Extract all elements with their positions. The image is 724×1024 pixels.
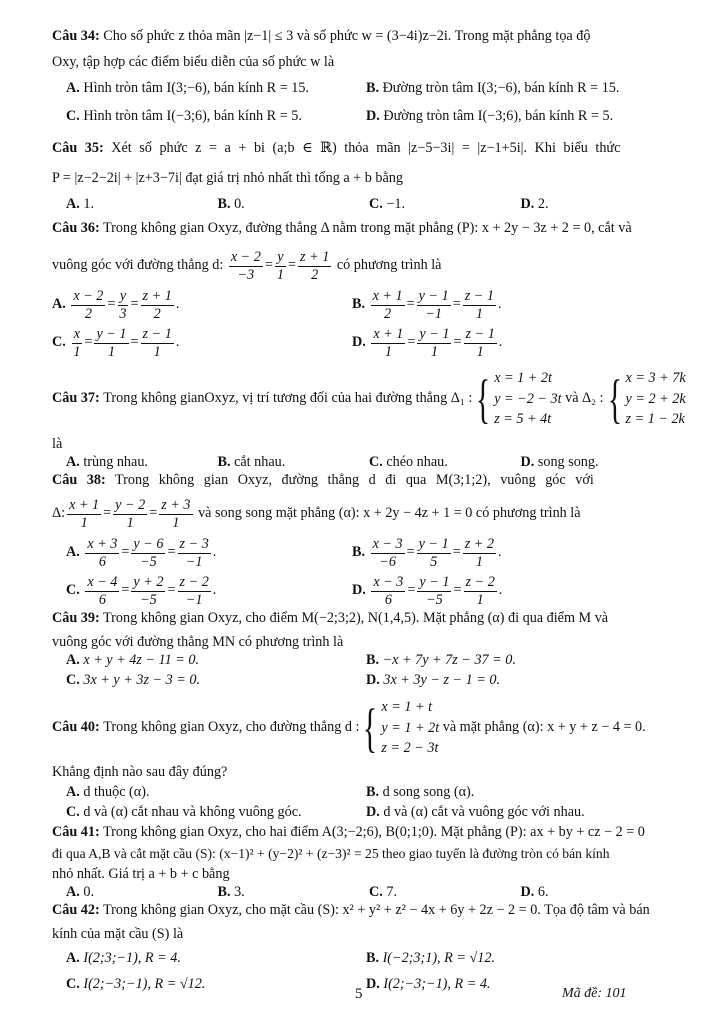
option-label: B. xyxy=(352,296,366,313)
option-label: C. xyxy=(66,108,80,124)
option-label: D. xyxy=(366,976,380,992)
option-a: 1. xyxy=(83,196,94,212)
question-text: P = |z−2−2i| + |z+3−7i| đạt giá trị nhỏ nhất thì tổng a + b bằng xyxy=(52,170,403,186)
question-text: Khẳng định nào sau đây đúng? xyxy=(52,764,228,780)
question-text: kính của mặt cầu (S) là xyxy=(52,926,184,942)
option-d: Đường tròn tâm I(−3;6), bán kính R = 5. xyxy=(383,108,614,124)
option-label: C. xyxy=(66,804,80,820)
option-b: 3. xyxy=(234,884,245,900)
option-label: C. xyxy=(66,976,80,992)
option-c: chéo nhau. xyxy=(386,454,448,470)
question-label: Câu 38: xyxy=(52,472,106,488)
option-b: I(−2;3;1), R = √12. xyxy=(382,950,495,966)
question-label: Câu 42: xyxy=(52,902,100,918)
question-text: và song song mặt phẳng (α): x + 2y − 4z + 1 = 0 có phương trình là xyxy=(198,505,581,522)
question-text: Trong không gianOxyz, vị trí tương đối của hai đường thẳng Δ₁ : xyxy=(103,390,473,407)
exam-code: Mã đề: 101 xyxy=(562,986,627,1001)
question-text: Trong không gian Oxyz, cho điểm M(−2;3;2), N(1,4,5). Mặt phẳng (α) đi qua điểm M và xyxy=(103,610,609,626)
option-c: Hình tròn tâm I(−3;6), bán kính R = 5. xyxy=(83,108,302,124)
option-d: d và (α) cắt và vuông góc với nhau. xyxy=(383,804,585,820)
question-34 xyxy=(52,28,672,138)
question-label: Câu 40: xyxy=(52,719,100,736)
equation-system: { x = 1 + t y = 1 + 2t z = 2 − 3t xyxy=(363,697,440,758)
option-label: B. xyxy=(366,950,380,966)
option-a: 0. xyxy=(83,884,94,900)
question-label: Câu 41: xyxy=(52,824,100,840)
option-c: 7. xyxy=(386,884,397,900)
option-label: A. xyxy=(52,296,66,313)
question-text: nhỏ nhất. Giá trị a + b + c bằng xyxy=(52,866,230,882)
question-label: Câu 35: xyxy=(52,140,104,156)
option-label: D. xyxy=(520,884,535,900)
option-label: D. xyxy=(366,672,380,688)
question-41 xyxy=(52,824,672,902)
option-d: 2. xyxy=(537,196,549,212)
question-36: Câu 36: Trong không gian Oxyz, đường thẳng Δ nằm trong mặt phẳng (P): x + 2y − 3z + 2 = 0, cắt và vuông góc với đường thẳng d: $\frac{x - 2}{-3}$ = $\frac{y}{1}$ = $\frac{z + 1}{2}$ có phương trình là A. $\frac{x - 2}{2}$ = $\frac{y}{3}$ = $\frac{z + 1}{2}$ . B. $\frac{x + 1}{2}$ = $\frac{y - 1}{-1}$ = $\frac{z - 1}{1}$ . C. $\frac{x}{1}$ = $\frac{y - 1}{1}$ = $\frac{z - 1}{1}$ . D. $\frac{x + 1}{1}$ = $\frac{y - 1}{1}$ = $\frac{z - 1}{1}$ . xyxy=(52,220,632,360)
question-text: Trong không gian Oxyz, đường thẳng d đi qua M(3;1;2), vuông góc với xyxy=(115,472,594,488)
question-label: Câu 36: xyxy=(52,220,100,236)
page-number: 5 xyxy=(355,986,363,1002)
question-37 xyxy=(52,362,686,472)
option-b: 0. xyxy=(234,196,245,212)
question-39 xyxy=(52,610,672,692)
question-label: Câu 34: xyxy=(52,28,100,44)
option-b: d song song (α). xyxy=(382,784,475,800)
fraction: $\frac{y}{1}$ xyxy=(276,249,284,283)
option-label: B. xyxy=(366,784,380,800)
option-label: A. xyxy=(66,80,80,96)
option-label: A. xyxy=(66,784,80,800)
option-b: Đường tròn tâm I(3;−6), bán kính R = 15. xyxy=(382,80,620,96)
option-label: C. xyxy=(52,334,66,351)
option-label: B. xyxy=(217,884,231,900)
fraction: $\frac{z + 1}{2}$ xyxy=(300,249,330,283)
question-text: Trong không gian Oxyz, cho mặt cầu (S): x² + y² + z² − 4x + 6y + 2z − 2 = 0. Tọa độ tâm và bán xyxy=(103,902,650,918)
option-a: trùng nhau. xyxy=(83,454,148,470)
question-text: vuông góc với đường thẳng d: xyxy=(52,257,224,274)
option-label: C. xyxy=(369,454,383,470)
question-text: là xyxy=(52,436,63,452)
option-label: B. xyxy=(366,80,380,96)
question-text: Trong không gian Oxyz, cho hai điểm A(3;−2;6), B(0;1;0). Mặt phẳng (P): ax + by + cz − 2 = 0 xyxy=(103,824,645,840)
question-38: Câu 38: Trong không gian Oxyz, đường thẳng d đi qua M(3;1;2), vuông góc với Δ: $\frac{x + 1}{1}$ = $\frac{y - 2}{1}$ = $\frac{z + 3}{1}$ và song song mặt phẳng (α): x + 2y − 4z + 1 = 0 có phương trình là A. $\frac{x + 3}{6}$ = $\frac{y - 6}{-5}$ = $\frac{z - 3}{-1}$ . B. $\frac{x - 3}{-6}$ = $\frac{y - 1}{5}$ = $\frac{z + 2}{1}$ . C. $\frac{x - 4}{6}$ = $\frac{y + 2}{-5}$ = $\frac{z - 2}{-1}$ . D. $\frac{x - 3}{6}$ = $\frac{y - 1}{-5}$ = $\frac{z - 2}{1}$ . xyxy=(52,472,594,608)
option-label: D. xyxy=(520,196,535,212)
option-label: B. xyxy=(217,454,231,470)
option-a: d thuộc (α). xyxy=(83,784,150,800)
option-label: D. xyxy=(352,334,366,351)
question-text: và Δ₂ : xyxy=(565,390,604,407)
equation-system: { x = 1 + 2t y = −2 − 3t z = 5 + 4t xyxy=(476,368,562,429)
option-label: A. xyxy=(66,196,80,212)
option-b: cắt nhau. xyxy=(234,454,286,470)
option-d: song song. xyxy=(537,454,599,470)
option-label: D. xyxy=(366,804,380,820)
equation-system: { x = 3 + 7k y = 2 + 2k z = 1 − 2k xyxy=(607,368,686,429)
question-text: có phương trình là xyxy=(336,257,442,274)
option-label: D. xyxy=(366,108,380,124)
option-a: x + y + 4z − 11 = 0. xyxy=(83,652,199,668)
option-label: C. xyxy=(369,196,383,212)
question-text: Cho số phức z thỏa mãn |z−1| ≤ 3 và số phức w = (3−4i)z−2i. Trong mặt phẳng tọa độ xyxy=(103,28,591,44)
option-label: D. xyxy=(520,454,535,470)
option-d: I(2;−3;−1), R = 4. xyxy=(383,976,491,992)
option-c: d và (α) cắt nhau và không vuông góc. xyxy=(83,804,302,820)
option-d: 3x + 3y − z − 1 = 0. xyxy=(383,672,501,688)
exam-page xyxy=(52,28,686,1002)
option-c: 3x + y + 3z − 3 = 0. xyxy=(83,672,201,688)
option-label: A. xyxy=(66,544,80,561)
question-40 xyxy=(52,692,672,824)
option-a: Hình tròn tâm I(3;−6), bán kính R = 15. xyxy=(83,80,309,96)
option-label: A. xyxy=(66,950,80,966)
option-label: B. xyxy=(352,544,366,561)
option-label: C. xyxy=(66,582,80,599)
option-label: A. xyxy=(66,652,80,668)
fraction: $\frac{x - 2}{-3}$ xyxy=(230,249,261,283)
option-label: C. xyxy=(369,884,383,900)
question-text: Δ: xyxy=(52,505,66,522)
option-label: C. xyxy=(66,672,80,688)
question-text: và mặt phẳng (α): x + y + z − 4 = 0. xyxy=(442,719,646,736)
question-text: Trong không gian Oxyz, đường thẳng Δ nằm trong mặt phẳng (P): x + 2y − 3z + 2 = 0, cắt và xyxy=(103,220,632,236)
option-d: 6. xyxy=(537,884,549,900)
option-label: B. xyxy=(217,196,231,212)
option-label: B. xyxy=(366,652,380,668)
question-text: Xét số phức z = a + bi (a;b ∈ ℝ) thỏa mãn |z−5−3i| = |z−1+5i|. Khi biểu thức xyxy=(111,140,621,156)
option-c: I(2;−3;−1), R = √12. xyxy=(83,976,206,992)
option-a: I(2;3;−1), R = 4. xyxy=(83,950,181,966)
question-text: Oxy, tập hợp các điểm biểu diễn của số phức w là xyxy=(52,54,335,70)
option-b: −x + 7y + 7z − 37 = 0. xyxy=(382,652,516,668)
question-35 xyxy=(52,140,672,220)
question-label: Câu 37: xyxy=(52,390,100,407)
question-text: vuông góc với đường thẳng MN có phương trình là xyxy=(52,634,344,650)
option-label: D. xyxy=(352,582,366,599)
question-text: Trong không gian Oxyz, cho đường thẳng d : xyxy=(103,719,360,736)
option-label: A. xyxy=(66,884,80,900)
option-label: A. xyxy=(66,454,80,470)
question-text: đi qua A,B và cắt mặt cầu (S): (x−1)² + (y−2)² + (z−3)² = 25 theo giao tuyến là đường tròn có bán kính xyxy=(52,846,610,861)
option-c: −1. xyxy=(386,196,405,212)
question-label: Câu 39: xyxy=(52,610,100,626)
